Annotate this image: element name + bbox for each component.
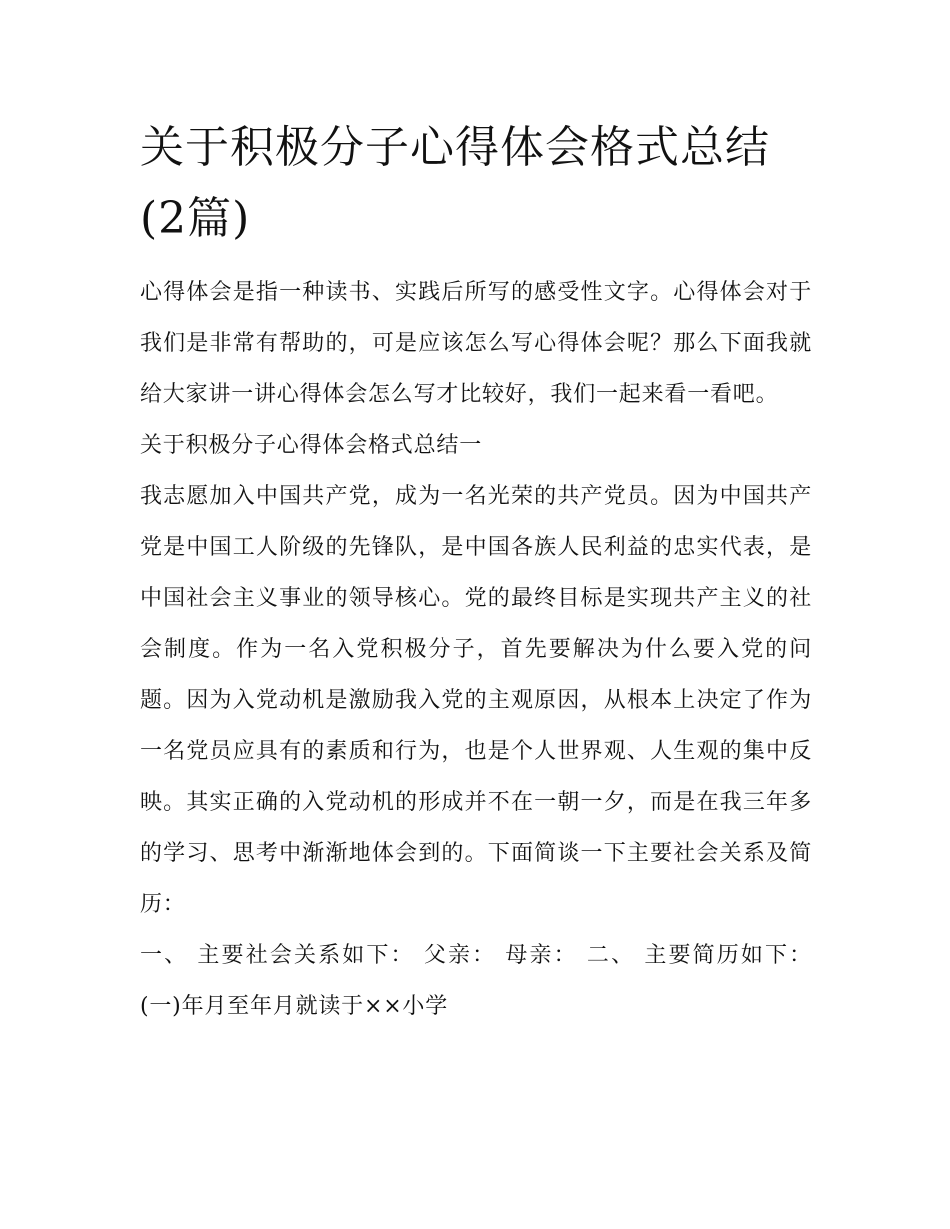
section-heading: 关于积极分子心得体会格式总结一 [140,433,483,458]
intro-paragraph: 心得体会是指一种读书、实践后所写的感受性文字。心得体会对于我们是非常有帮助的，可是应该怎么写心得体会呢？那么下面我就给大家讲一讲心得体会怎么写才比较好，我们一起来看一看吧。 [140,280,812,407]
document-title: 关于积极分子心得体会格式总结(2篇) [140,122,770,244]
relations-paragraph: 一、 主要社会关系如下： 父亲： 母亲： 二、 主要简历如下： (一)年月至年月就读于××小学 [140,943,812,1019]
body-paragraph: 我志愿加入中国共产党，成为一名光荣的共产党员。因为中国共产党是中国工人阶级的先锋队，是中国各族人民利益的忠实代表，是中国社会主义事业的领导核心。党的最终目标是实现共产主义的社会制度。作为一名入党积极分子，首先要解决为什么要入党的问题。因为入党动机是激励我入党的主观原因，从根本上决定了作为一名党员应具有的素质和行为，也是个人世界观、人生观的集中反映。其实正确的入党动机的形成并不在一朝一夕，而是在我三年多的学习、思考中渐渐地体会到的。下面简谈一下主要社会关系及简历： [140,484,812,917]
document-content [140,112,812,1032]
